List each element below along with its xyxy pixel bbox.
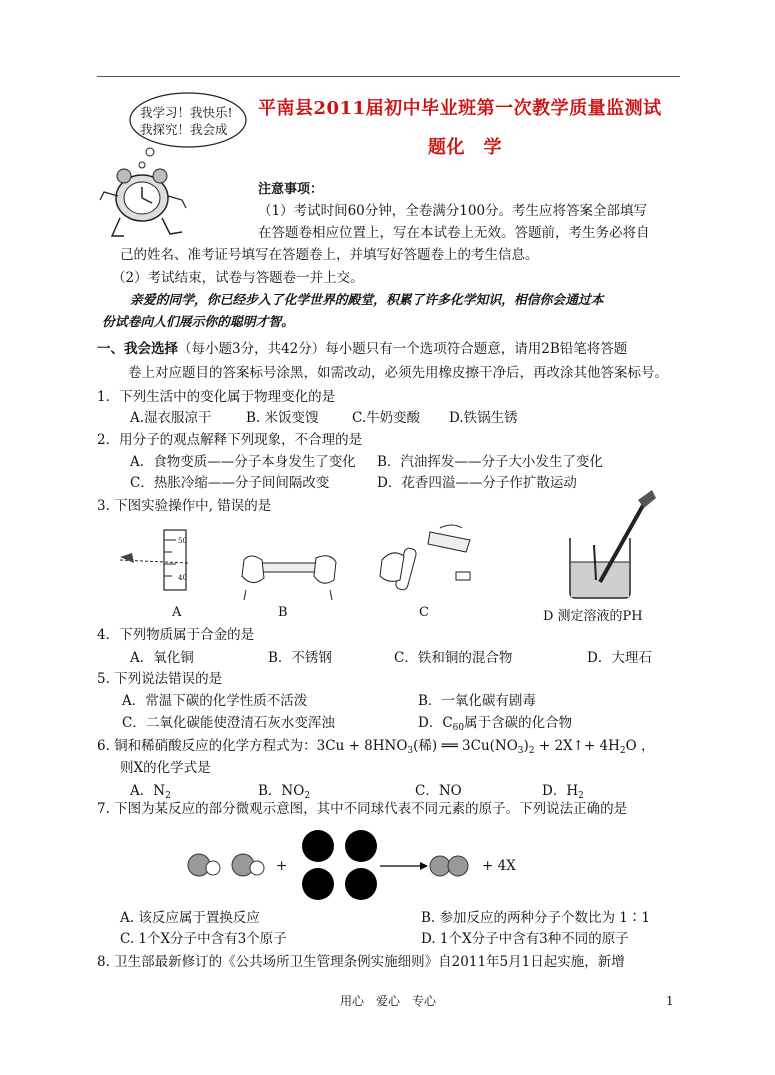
- section1-title: 一、我会选择: [97, 341, 178, 357]
- q2-option-d: D．花香四溢——分子作扩散运动: [377, 475, 577, 491]
- q6-part-3: ): [523, 738, 529, 754]
- q1-option-b: B. 米饭变馊: [246, 410, 319, 426]
- exam-title-line1: 平南县2011届初中毕业班第一次教学质量监测试: [258, 98, 662, 119]
- q5-option-c: C．二氧化碳能使澄清石灰水变浑浊: [122, 715, 335, 731]
- q6-b-text: B．NO: [258, 783, 305, 799]
- question-3: 3. 下图实验操作中, 错误的是: [97, 498, 272, 514]
- q6-line-2: 则X的化学式是: [120, 760, 211, 776]
- section1-instructions: （每小题3分，共42分）每小题只有一个选项符合题意，请用2B铅笔将答题: [178, 341, 628, 357]
- section1-instructions-2: 卷上对应题目的答案标号涂黑，如需改动，必须先用橡皮擦干净后，再改涂其他答案标号。: [128, 365, 668, 381]
- q2-option-c: C．热胀冷缩——分子间间隔改变: [130, 475, 330, 491]
- q6-part-1: 6. 铜和稀硝酸反应的化学方程式为：3Cu + 8HNO: [97, 738, 408, 754]
- q2-option-a: A．食物变质——分子本身发生了变化: [130, 454, 356, 470]
- q5-option-b: B．一氧化碳有剧毒: [418, 693, 536, 709]
- page-number: 1: [666, 994, 674, 1008]
- notes-1b: 在答题卷相应位置上，写在本试卷上无效。答题前，考生务必将自: [258, 225, 650, 241]
- question-1: 1．下列生活中的变化属于物理变化的是: [97, 389, 336, 405]
- q6-b-sub: 2: [304, 791, 311, 801]
- notes-2: （2）考试结束，试卷与答题卷一并上交。: [112, 270, 364, 286]
- q6-sub-1: 3: [407, 746, 414, 756]
- exam-title-line2: 题化 学: [428, 137, 502, 158]
- q3-label-a: A: [172, 605, 182, 620]
- q3-label-d: D 测定溶液的PH: [543, 609, 643, 624]
- q7-option-b: B. 参加反应的两种分子个数比为 1∶1: [421, 910, 650, 926]
- q6-part-2: (稀) ══ 3Cu(NO: [413, 738, 518, 754]
- q6-d-text: D．H: [542, 783, 579, 799]
- encourage-line-1: 亲爱的同学，你已经步入了化学世界的殿堂，积累了许多化学知识，相信你会通过本: [130, 293, 604, 308]
- q6-d-sub: 2: [578, 791, 584, 801]
- notes-heading: 注意事项：: [258, 182, 324, 197]
- q7-product-molecule: [430, 856, 468, 876]
- q4-option-b: B．不锈钢: [268, 650, 332, 666]
- q7-reactant-molecules-2: [302, 830, 377, 900]
- question-8: 8. 卫生部最新修订的《公共场所卫生管理条例实施细则》自2011年5月1日起实施，新增: [97, 954, 625, 970]
- footer-motto: 用心 爱心 专心: [340, 994, 437, 1008]
- q6-part-4: + 2X↑+ 4H: [534, 738, 620, 754]
- q1-option-c: C.牛奶变酸: [352, 410, 421, 426]
- q3-tick-40: 40: [178, 574, 187, 582]
- q6-sub-2: 3: [517, 746, 524, 756]
- question-7: 7. 下图为某反应的部分微观示意图，其中不同球代表不同元素的原子。下列说法正确的是: [97, 801, 628, 817]
- q7-plus: +: [276, 858, 288, 874]
- q7-arrow: [380, 862, 428, 870]
- question-5: 5. 下列说法错误的是: [97, 671, 223, 687]
- q4-option-c: C．铁和铜的混合物: [394, 650, 513, 666]
- q2-option-b: B．汽油挥发——分子大小发生了变化: [377, 454, 603, 470]
- q1-option-d: D.铁锅生锈: [449, 410, 518, 426]
- q7-plus-4x: + 4X: [482, 858, 516, 874]
- notes-1a: （1）考试时间60分钟，全卷满分100分。考生应将答案全部填写: [258, 203, 648, 219]
- q6-sub-4: 2: [619, 746, 626, 756]
- q7-option-c: C. 1个X分子中含有3个原子: [120, 931, 287, 947]
- q6-a-sub: 2: [165, 791, 171, 801]
- q6-part-5: O ，: [625, 738, 655, 754]
- q7-option-d: D. 1个X分子中含有3种不同的原子: [421, 931, 629, 947]
- q7-reactant-molecules-1: [188, 854, 264, 876]
- q6-sub-3: 2: [528, 746, 535, 756]
- q6-c-text: C．NO: [415, 783, 462, 799]
- q3-tick-50: 50: [178, 537, 187, 545]
- encourage-line-2: 份试卷向人们展示你的聪明才智。: [102, 315, 294, 330]
- q1-option-a: A.湿衣服凉干: [130, 410, 212, 426]
- question-4: 4．下列物质属于合金的是: [97, 627, 255, 643]
- q5-option-a: A．常温下碳的化学性质不活泼: [122, 693, 308, 709]
- q6-a-text: A．N: [130, 783, 166, 799]
- q3-label-b: B: [278, 605, 288, 620]
- bubble-line-1: 我学习！我快乐!: [140, 105, 233, 120]
- bubble-line-2: 我探究！我会成: [140, 122, 228, 137]
- q3-label-c: C: [419, 605, 429, 620]
- q5-d-suffix: 属于含碳的化合物: [464, 715, 573, 731]
- q5-d-prefix: D．C: [418, 715, 453, 731]
- notes-1c: 己的姓名、准考证号填写在答题卷上，并填写好答题卷上的考生信息。: [120, 247, 539, 263]
- question-2: 2．用分子的观点解释下列现象，不合理的是: [97, 432, 363, 448]
- q5-d-sub: 60: [452, 723, 465, 733]
- q4-option-a: A．氧化铜: [130, 650, 194, 666]
- q4-option-d: D．大理石: [587, 650, 652, 666]
- q7-option-a: A. 该反应属于置换反应: [120, 910, 260, 926]
